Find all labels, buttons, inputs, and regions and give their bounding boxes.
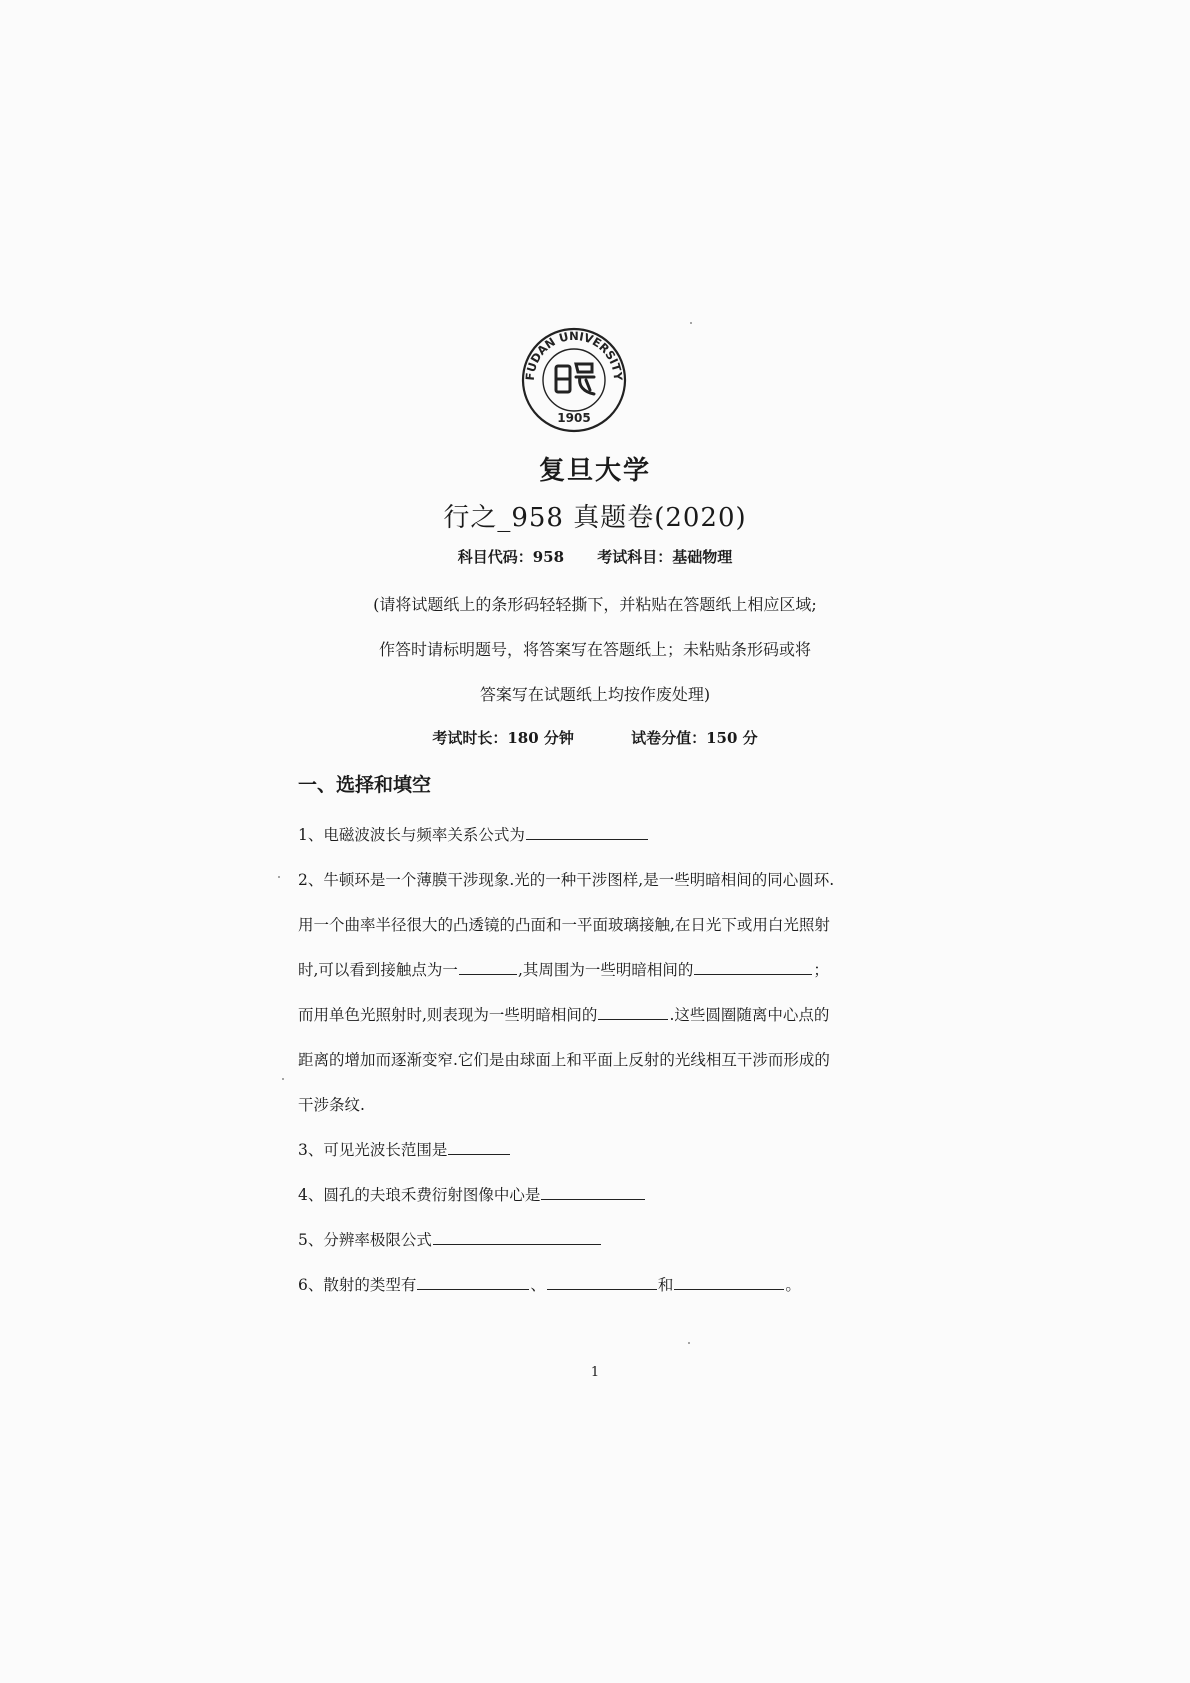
seal-year: 1905 [557, 411, 591, 425]
question-2-text: 时,可以看到接触点为一 [298, 961, 458, 979]
answer-blank [598, 1005, 668, 1020]
answer-blank [417, 1275, 529, 1290]
answer-blank [674, 1275, 784, 1290]
university-seal [520, 322, 628, 438]
scan-speck [690, 322, 692, 324]
answer-blank [433, 1230, 601, 1245]
answer-blank [448, 1140, 510, 1155]
question-2-text: ,其周围为一些明暗相间的 [517, 961, 694, 979]
page-number: 1 [590, 1365, 600, 1380]
subject-info [0, 546, 1190, 567]
answer-blank [541, 1185, 645, 1200]
seal-ring-text: FUDAN UNIVERSITY [522, 328, 626, 382]
answer-blank [526, 825, 648, 840]
scan-speck [278, 876, 280, 878]
question-5-text: 5、分辨率极限公式 [298, 1231, 432, 1249]
question-3 [298, 1138, 858, 1160]
question-6-separator: 、 [530, 1276, 546, 1294]
question-1-text: 1、电磁波波长与频率关系公式为 [298, 826, 525, 844]
question-4 [298, 1183, 858, 1205]
instruction-line-1: (请将试题纸上的条形码轻轻撕下，并粘贴在答题纸上相应区域; [373, 595, 817, 614]
university-name: 复旦大学 [538, 456, 651, 486]
exam-title: 行之_958 真题卷(2020) [443, 503, 747, 533]
fudan-university-seal-icon [520, 322, 628, 438]
answer-blank [547, 1275, 657, 1290]
question-2-line-5: 距离的增加而逐渐变窄.它们是由球面上和平面上反射的光线相互干涉而形成的 [298, 1051, 830, 1069]
question-2-line-1: 2、牛顿环是一个薄膜干涉现象.光的一种干涉图样,是一些明暗相间的同心圆环. [298, 871, 835, 889]
question-6 [298, 1273, 858, 1295]
question-2-line-2: 用一个曲率半径很大的凸透镜的凸面和一平面玻璃接触,在日光下或用白光照射 [298, 916, 830, 934]
section-heading: 一、选择和填空 [298, 774, 432, 796]
exam-duration: 考试时长：180 分钟 [432, 729, 574, 747]
subject-code: 科目代码：958 [457, 548, 565, 566]
question-5 [298, 1228, 858, 1250]
instruction-line-2: 作答时请标明题号，将答案写在答题纸上；未粘贴条形码或将 [378, 640, 811, 659]
question-2-line-3 [298, 958, 858, 980]
answer-blank [694, 960, 812, 975]
scan-speck [688, 1342, 690, 1344]
subject-name: 考试科目：基础物理 [597, 548, 733, 566]
question-6-separator: 和 [657, 1276, 674, 1294]
question-2-text: .这些圆圈随离中心点的 [669, 1006, 830, 1024]
question-6-end: 。 [785, 1276, 801, 1294]
question-2-line-4 [298, 1003, 858, 1025]
svg-text:FUDAN UNIVERSITY [523, 329, 625, 382]
question-2-text: 而用单色光照射时,则表现为一些明暗相间的 [298, 1006, 598, 1024]
scan-speck [282, 1078, 284, 1080]
exam-meta [0, 727, 1190, 748]
question-1 [298, 823, 858, 845]
question-6-text: 6、散射的类型有 [298, 1276, 417, 1294]
question-2-text: ； [813, 961, 829, 979]
instruction-line-3: 答案写在试题纸上均按作废处理) [479, 685, 711, 704]
question-3-text: 3、可见光波长范围是 [298, 1141, 448, 1159]
question-2-line-6: 干涉条纹. [298, 1096, 365, 1114]
question-4-text: 4、圆孔的夫琅禾费衍射图像中心是 [298, 1186, 541, 1204]
answer-blank [459, 960, 517, 975]
exam-score: 试卷分值：150 分 [631, 729, 758, 747]
